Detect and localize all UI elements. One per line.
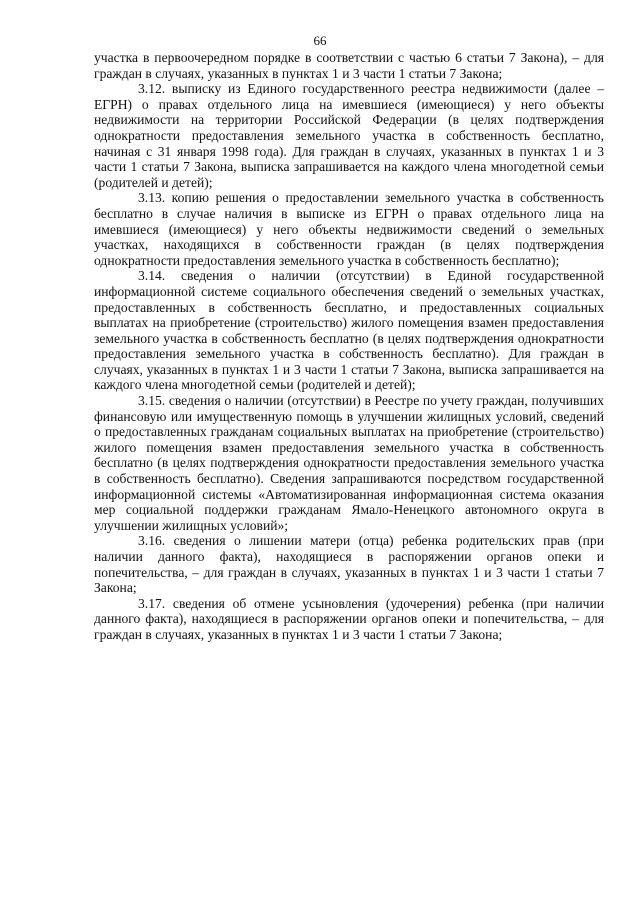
paragraph-continuation: участка в первоочередном порядке в соответствии с частью 6 статьи 7 Закона), – для граждан в случаях, указанных в пунктах 1 и 3 части 1 статьи 7 Закона; — [94, 50, 604, 81]
paragraph-3-14: 3.14. сведения о наличии (отсутствии) в Единой государственной информационной системе социального обеспечения сведений о земельных участках, предоставленных в собственность бесплатно, и предоставленных социальных выплатах на приобретение (строительство) жилого помещения взамен предоставления земельного участка в собственность бесплатно (в целях подтверждения однократности предоставления земельного участка в собственность бесплатно). Для граждан в случаях, указанных в пунктах 1 и 3 части 1 статьи 7 Закона, выписка запрашивается на каждого члена многодетной семьи (родителей и детей); — [94, 268, 604, 393]
paragraph-3-15: 3.15. сведения о наличии (отсутствии) в Реестре по учету граждан, получивших финансовую или имущественную помощь в улучшении жилищных условий, сведений о предоставленных гражданам социальных выплатах на приобретение (строительство) жилого помещения взамен предоставления земельного участка в собственность бесплатно (в целях подтверждения однократности предоставления земельного участка в собственность бесплатно). Сведения запрашиваются посредством государственной информационной системы «Автоматизированная информационная система оказания мер социальной поддержки гражданам Ямало-Ненецкого автономного округа в улучшении жилищных условий»; — [94, 393, 604, 533]
paragraph-3-16: 3.16. сведения о лишении матери (отца) ребенка родительских прав (при наличии данного факта), находящиеся в распоряжении органов опеки и попечительства, – для граждан в случаях, указанных в пунктах 1 и 3 части 1 статьи 7 Закона; — [94, 533, 604, 596]
page-number: 66 — [313, 33, 327, 48]
paragraph-3-12: 3.12. выписку из Единого государственного реестра недвижимости (далее – ЕГРН) о правах отдельного лица на имевшиеся (имеющиеся) у него объекты недвижимости на территории Российской Федерации (в целях подтверждения однократности предоставления земельного участка в собственность бесплатно, начиная с 31 января 1998 года). Для граждан в случаях, указанных в пунктах 1 и 3 части 1 статьи 7 Закона, выписка запрашивается на каждого члена многодетной семьи (родителей и детей); — [94, 81, 604, 190]
paragraph-3-13: 3.13. копию решения о предоставлении земельного участка в собственность бесплатно в случае наличия в выписке из ЕГРН о правах отдельного лица на имевшиеся (имеющиеся) у него объекты недвижимости сведений о земельных участках, находящихся в собственности граждан (в целях подтверждения однократности предоставления земельного участка в собственность бесплатно); — [94, 190, 604, 268]
paragraph-3-17: 3.17. сведения об отмене усыновления (удочерения) ребенка (при наличии данного факта), находящиеся в распоряжении органов опеки и попечительства, – для граждан в случаях, указанных в пунктах 1 и 3 части 1 статьи 7 Закона; — [94, 595, 604, 642]
document-body — [94, 50, 604, 643]
